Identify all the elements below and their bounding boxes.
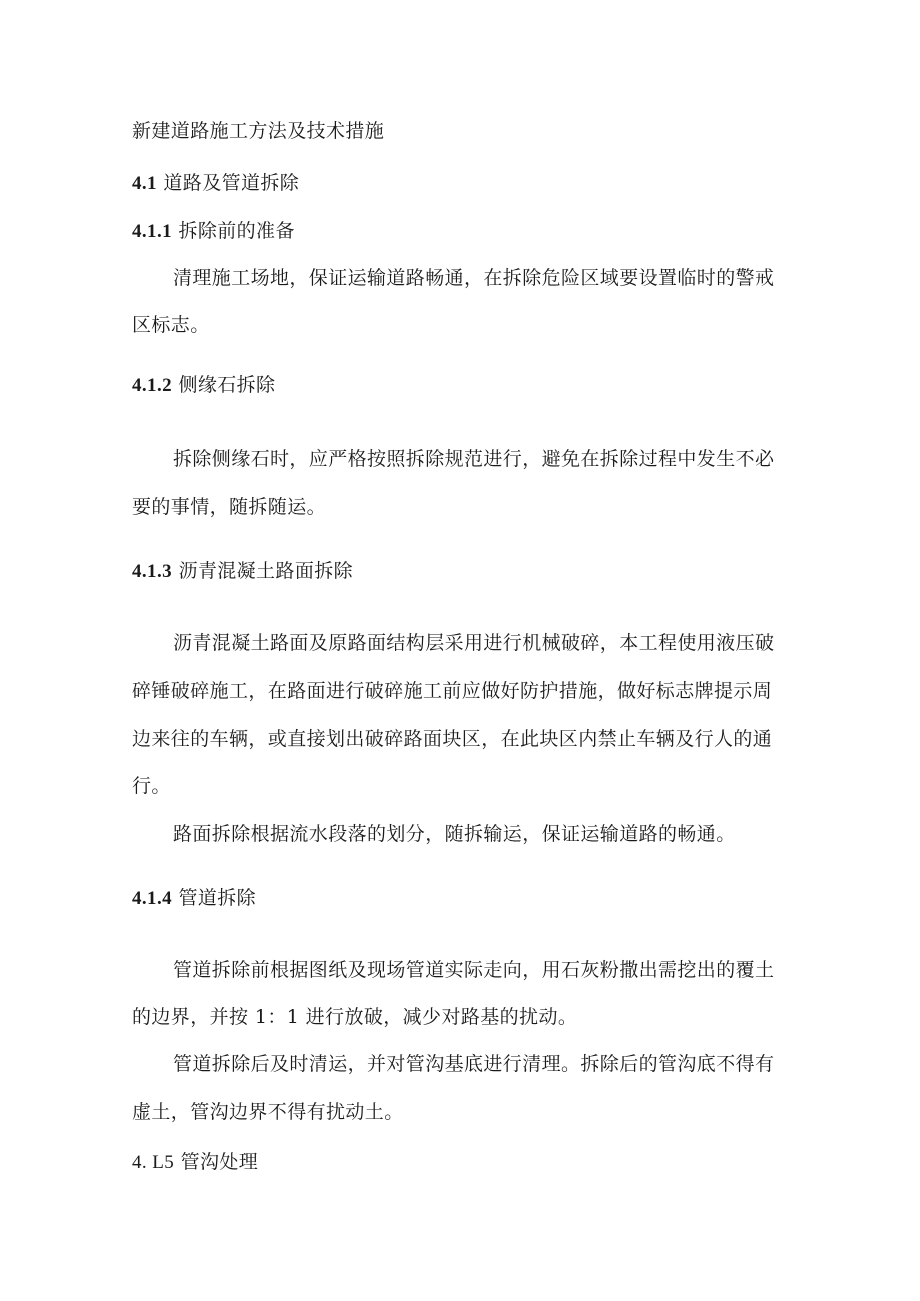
heading-text: 侧缘石拆除 (178, 374, 276, 396)
paragraph-line: 沥青混凝土路面及原路面结构层采用进行机械破碎，本工程使用液压破 (173, 632, 775, 654)
heading-number: 4. L5 (132, 1152, 175, 1173)
heading-number: 4.1.1 (132, 221, 172, 242)
heading-4-1-5 (132, 1150, 258, 1175)
paragraph-line: 要的事情，随拆随运。 (132, 496, 327, 518)
heading-text: 管道拆除 (178, 887, 257, 909)
document-title: 新建道路施工方法及技术措施 (132, 120, 385, 142)
heading-number: 4.1.3 (132, 561, 172, 582)
paragraph-line: 管道拆除前根据图纸及现场管道实际走向，用石灰粉撒出需挖出的覆土 (173, 959, 775, 981)
paragraph-line: 区标志。 (132, 314, 210, 336)
heading-text: 管沟处理 (180, 1151, 259, 1173)
heading-text: 道路及管道拆除 (163, 172, 300, 194)
heading-number: 4.1.4 (132, 888, 172, 909)
paragraph-line: 清理施工场地，保证运输道路畅通，在拆除危险区域要设置临时的警戒 (173, 267, 775, 289)
paragraph-line: 行。 (132, 775, 171, 797)
heading-number: 4.1.2 (132, 375, 172, 396)
paragraph-line: 虚土，管沟边界不得有扰动土。 (132, 1101, 404, 1123)
heading-number: 4.1 (132, 173, 157, 194)
heading-4-1-2 (132, 373, 275, 398)
heading-text: 拆除前的准备 (178, 220, 295, 242)
paragraph-line: 的边界，并按 1：1 进行放破，减少对路基的扰动。 (132, 1006, 578, 1028)
heading-text: 沥青混凝土路面拆除 (178, 560, 354, 582)
heading-4-1-4 (132, 886, 256, 911)
paragraph-line: 边来往的车辆，或直接划出破碎路面块区，在此块区内禁止车辆及行人的通 (132, 728, 773, 750)
paragraph-line: 拆除侧缘石时，应严格按照拆除规范进行，避免在拆除过程中发生不必 (173, 448, 775, 470)
heading-4-1 (132, 171, 299, 196)
paragraph-line: 路面拆除根据流水段落的划分，随拆输运，保证运输道路的畅通。 (173, 823, 736, 845)
heading-4-1-3 (132, 559, 353, 584)
heading-4-1-1 (132, 219, 295, 244)
paragraph-line: 管道拆除后及时清运，并对管沟基底进行清理。拆除后的管沟底不得有 (173, 1053, 775, 1075)
paragraph-line: 碎锤破碎施工，在路面进行破碎施工前应做好防护措施，做好标志牌提示周 (132, 680, 773, 702)
